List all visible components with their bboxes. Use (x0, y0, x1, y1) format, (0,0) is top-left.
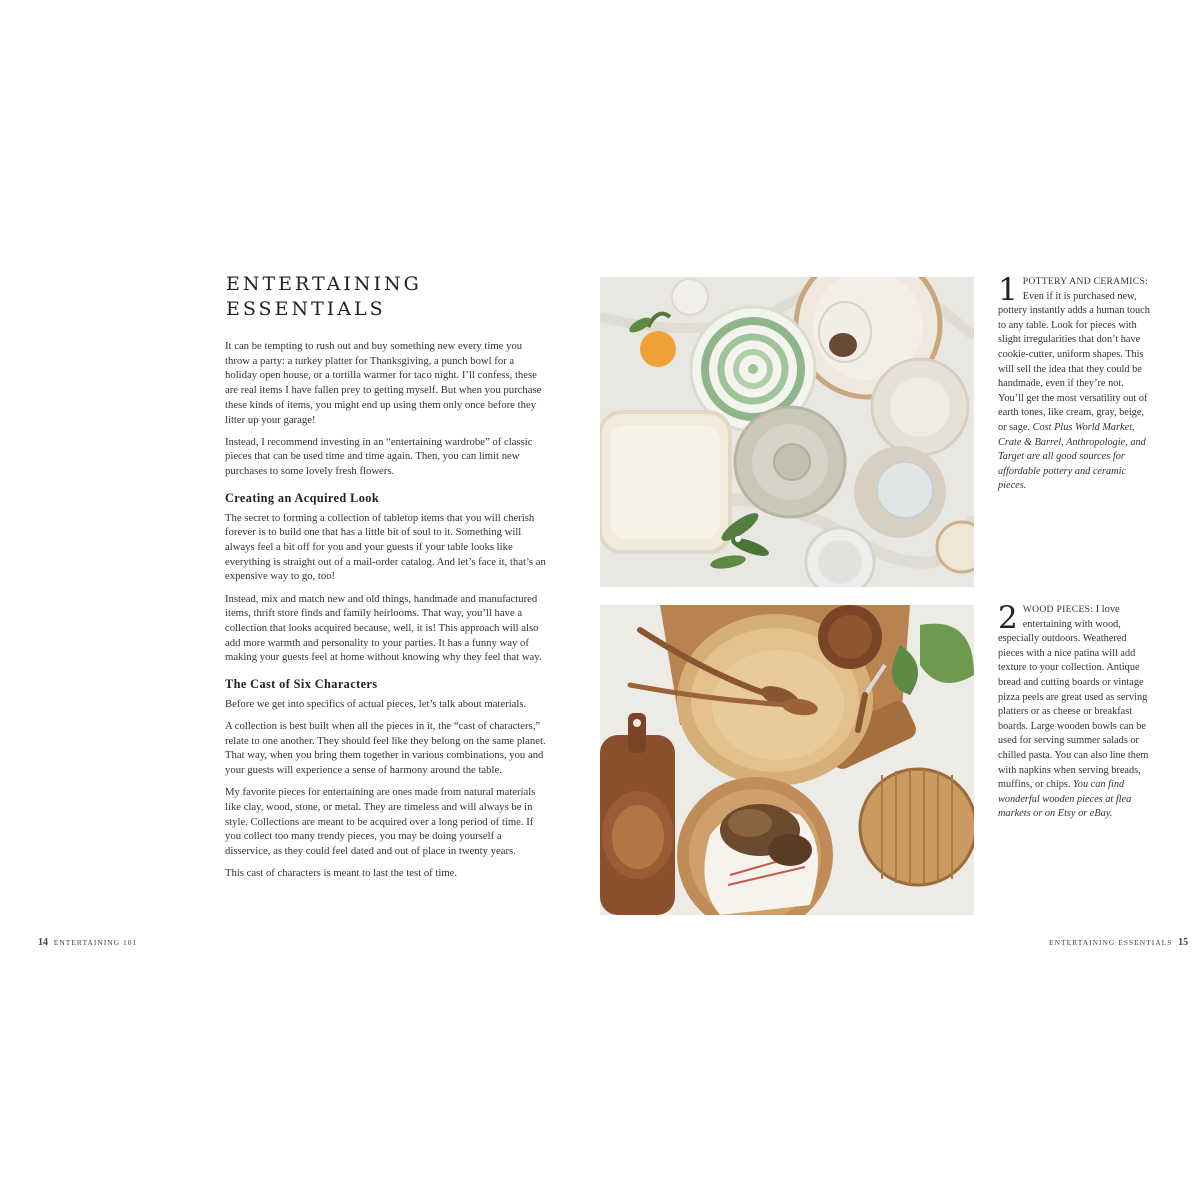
note-1-text: Even if it is purchased new, pottery instantly adds a human touch to any table. Look for pieces with slight irregularities that don’t have cookie-cutter, uniform shapes. This will sell the idea that they could be handmade, even if they’re not. You’ll get the most versatility out of earth tones, like cream, gray, beige, or sage. (998, 290, 1150, 433)
note-2-text: I love entertaining with wood, especially outdoors. Weathered pieces with a nice patina will add texture to your collection. Antique bread and cutting boards or vintage pizza peels are great used as serving platters or as cheese or breakfast boards. Large wooden bowls can be used for serving summer salads or chilled pasta. You can also line them with napkins when serving breads, muffins, or chips. (998, 604, 1149, 791)
section2-paragraph-2: A collection is best built when all the pieces in it, the “cast of characters,” relate to one another. They should feel like they belong on the same planet. That way, when you bring them together in various combinations, you and your guests will experience a sense of harmony around the table. (225, 719, 546, 777)
running-head-left: ENTERTAINING 101 (53, 938, 138, 947)
title-line-1: ENTERTAINING (226, 273, 422, 295)
section1-paragraph-1: The secret to forming a collection of tabletop items that you will cherish forever is to build one that has a little bit of soul to it. Something will always feel a bit off for you and your guests if your table looks like everything is straight out of a mail-order catalog. And let’s face it, that’s an expensive way to go, too! (225, 511, 546, 583)
note-2-sources: You can find wonderful wooden pieces at flea markets or on Etsy or eBay. (998, 779, 1132, 820)
section2-paragraph-1: Before we get into specifics of actual pieces, let’s talk about materials. (225, 697, 527, 710)
intro-paragraph-2: Instead, I recommend investing in an “entertaining wardrobe” of classic pieces that can be used time and time again. Then, you can limit new purchases to some lovely fresh flowers. (225, 435, 533, 478)
note-2-number: 2 (998, 600, 1018, 636)
folio-right (1049, 937, 1188, 948)
title-line-2: ESSENTIALS (226, 298, 386, 320)
photo-wood-pieces (600, 605, 974, 915)
section2-paragraph-4: This cast of characters is meant to last the test of time. (225, 867, 458, 880)
page-title (226, 272, 422, 322)
section1-paragraph-2: Instead, mix and match new and old things, handmade and manufactured items, thrift store finds and family heirlooms. That way, you’ll have a collection that looks acquired because, well, it is! This approach will also add more warmth and personality to your parties. It has a funny way of making your guests feel at home without knowing why they feel that way. (225, 592, 542, 664)
section-heading-acquired-look: Creating an Acquired Look (225, 490, 380, 505)
page-number-left: 14 (38, 937, 48, 948)
folio-left (38, 937, 137, 948)
note-1-number: 1 (998, 272, 1018, 308)
note-2-heading: WOOD PIECES: (1022, 604, 1094, 615)
sidebar-note-wood (998, 600, 1150, 822)
page-number-right: 15 (1178, 937, 1189, 948)
note-1-sources: Cost Plus World Market, Crate & Barrel, Anthropologie, and Target are all good sources for affordable pottery and ceramic pieces. (998, 421, 1146, 492)
section2-paragraph-3: My favorite pieces for entertaining are ones made from natural materials like clay, wood, stone, or metal. They are timeless and will always be in style. Collections are meant to be acquired over a long period of time. If you collect too many trendy pieces, you may be doing yourself a disservice, as they could feel dated and out of place in twenty years. (225, 786, 536, 858)
section-heading-cast-of-characters: The Cast of Six Characters (225, 677, 378, 692)
running-head-right: ENTERTAINING ESSENTIALS (1049, 938, 1173, 947)
sidebar-note-pottery (998, 272, 1150, 494)
photo-pottery-ceramics (600, 277, 974, 587)
body-column (225, 339, 547, 889)
note-1-heading: POTTERY AND CERAMICS: (1022, 276, 1149, 287)
intro-paragraph-1: It can be tempting to rush out and buy something new every time you throw a party: a turkey platter for Thanksgiving, a punch bowl for a holiday open house, or a tortilla warmer for taco night. I’ll confess, these are real items I have fallen prey to getting myself. But when you purchase these kinds of items, you might end up using them only once before they litter up your garage! (225, 340, 542, 426)
